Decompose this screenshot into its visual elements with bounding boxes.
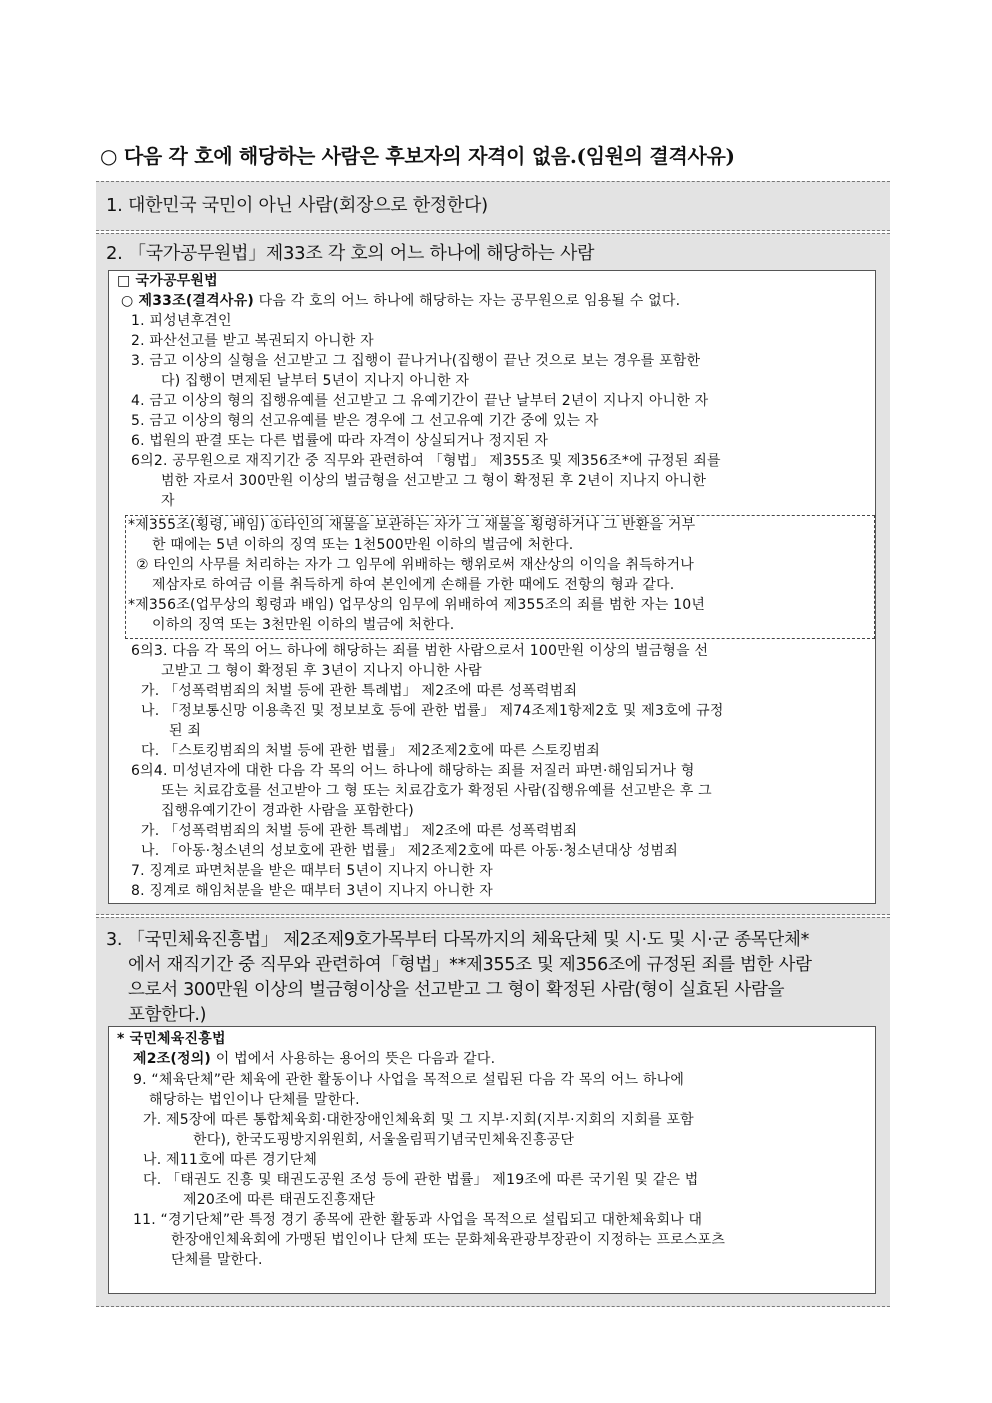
clause-line: 1. 피성년후견인 bbox=[131, 313, 232, 329]
clause-line: 다) 집행이 면제된 날부터 5년이 지나지 아니한 자 bbox=[161, 373, 470, 389]
clause-line: 해당하는 법인이나 단체를 말한다. bbox=[149, 1092, 360, 1108]
clause-line: 6의2. 공무원으로 재직기간 중 직무와 관련하여 「형법」 제355조 및 제356조*에 규정된 죄를 bbox=[131, 453, 721, 469]
clause-line: 6의3. 다음 각 목의 어느 하나에 해당하는 죄를 범한 사람으로서 100만원 이상의 벌금형을 선 bbox=[131, 643, 709, 659]
clause-line: 8. 징계로 해임처분을 받은 때부터 3년이 지나지 아니한 자 bbox=[131, 883, 493, 899]
note-line: 이하의 징역 또는 3천만원 이하의 벌금에 처한다. bbox=[152, 617, 455, 633]
criminal-code-note bbox=[125, 515, 875, 639]
clause-line: 나. 제11호에 따른 경기단체 bbox=[143, 1152, 318, 1168]
article-2 bbox=[133, 1050, 495, 1068]
clause-line: 한장애인체육회에 가맹된 법인이나 단체 또는 문화체육관광부장관이 지정하는 프로스포츠 bbox=[171, 1232, 726, 1248]
article-33 bbox=[121, 292, 680, 310]
clause-line: 6의4. 미성년자에 대한 다음 각 목의 어느 하나에 해당하는 죄를 저질러 파면·해임되거나 형 bbox=[131, 763, 695, 779]
law-name: * 국민체육진흥법 bbox=[117, 1031, 226, 1047]
clause-line: 4. 금고 이상의 형의 집행유예를 선고받고 그 유예기간이 끝난 날부터 2년이 지나지 아니한 자 bbox=[131, 393, 709, 409]
clause-line: 가. 「성폭력범죄의 처벌 등에 관한 특례법」 제2조에 따른 성폭력범죄 bbox=[141, 683, 578, 699]
note-line: 제삼자로 하여금 이를 취득하게 하여 본인에게 손해를 가한 때에도 전항의 형과 같다. bbox=[152, 577, 675, 593]
clause-line: 자 bbox=[161, 493, 175, 509]
item-1-text: 1. 대한민국 국민이 아닌 사람(회장으로 한정한다) bbox=[106, 195, 488, 216]
item-3-heading-line: 으로서 300만원 이상의 벌금형이상을 선고받고 그 형이 확정된 사람(형이 실효된 사람을 bbox=[128, 980, 785, 1000]
sports-law-box bbox=[108, 1026, 876, 1294]
clause-line: 다. 「스토킹범죄의 처벌 등에 관한 법률」 제2조제2호에 따른 스토킹범죄 bbox=[141, 743, 601, 759]
clause-line: 2. 파산선고를 받고 복권되지 아니한 자 bbox=[131, 333, 374, 349]
article-33-text: 다음 각 호의 어느 하나에 해당하는 자는 공무원으로 임용될 수 없다. bbox=[258, 293, 681, 309]
item-3-heading-line: 에서 재직기간 중 직무와 관련하여「형법」**제355조 및 제356조에 규정된 죄를 범한 사람 bbox=[128, 955, 812, 975]
note-line: 한 때에는 5년 이하의 징역 또는 1천500만원 이하의 벌금에 처한다. bbox=[152, 537, 574, 553]
article-2-text: 이 법에서 사용하는 용어의 뜻은 다음과 같다. bbox=[215, 1051, 496, 1067]
clause-line: 5. 금고 이상의 형의 선고유예를 받은 경우에 그 선고유예 기간 중에 있는 자 bbox=[131, 413, 599, 429]
article-33-title: ○ 제33조(결격사유) bbox=[121, 293, 254, 309]
clause-line: 11. “경기단체”란 특정 경기 종목에 관한 활동과 사업을 목적으로 설립되고 대한체육회나 대 bbox=[133, 1212, 703, 1228]
clause-line: 다. 「태권도 진흥 및 태권도공원 조성 등에 관한 법률」 제19조에 따른 국기원 및 같은 법 bbox=[143, 1172, 699, 1188]
page-title: ○ 다음 각 호에 해당하는 사람은 후보자의 자격이 없음.(임원의 결격사유) bbox=[100, 144, 735, 168]
item-2-panel bbox=[96, 233, 890, 915]
item-3-panel bbox=[96, 917, 890, 1307]
item-2-heading: 2. 「국가공무원법」제33조 각 호의 어느 하나에 해당하는 사람 bbox=[106, 243, 595, 264]
clause-line: 나. 「아동·청소년의 성보호에 관한 법률」 제2조제2호에 따른 아동·청소년대상 성범죄 bbox=[141, 843, 678, 859]
law-name: □ 국가공무원법 bbox=[117, 273, 218, 289]
law-excerpt-box bbox=[108, 270, 876, 904]
clause-line: 고받고 그 형이 확정된 후 3년이 지나지 아니한 사람 bbox=[161, 663, 482, 679]
clause-line: 집행유예기간이 경과한 사람을 포함한다) bbox=[161, 803, 414, 819]
item-1-panel bbox=[96, 181, 890, 231]
clause-line: 제20조에 따른 태권도진흥재단 bbox=[183, 1192, 376, 1208]
clause-line: 7. 징계로 파면처분을 받은 때부터 5년이 지나지 아니한 자 bbox=[131, 863, 493, 879]
clause-line: 한다), 한국도핑방지위원회, 서울올림픽기념국민체육진흥공단 bbox=[193, 1132, 575, 1148]
note-line: *제356조(업무상의 횡령과 배임) 업무상의 임무에 위배하여 제355조의 죄를 범한 자는 10년 bbox=[128, 597, 706, 613]
clause-line: 9. “체육단체”란 체육에 관한 활동이나 사업을 목적으로 설립된 다음 각 목의 어느 하나에 bbox=[133, 1072, 685, 1088]
clause-line: 가. 「성폭력범죄의 처벌 등에 관한 특례법」 제2조에 따른 성폭력범죄 bbox=[141, 823, 578, 839]
clause-line: 범한 자로서 300만원 이상의 벌금형을 선고받고 그 형이 확정된 후 2년이 지나지 아니한 bbox=[161, 473, 707, 489]
clause-line: 단체를 말한다. bbox=[171, 1252, 263, 1268]
clause-line: 3. 금고 이상의 실형을 선고받고 그 집행이 끝나거나(집행이 끝난 것으로 보는 경우를 포함한 bbox=[131, 353, 701, 369]
note-line: *제355조(횡령, 배임) ①타인의 재물을 보관하는 자가 그 재물을 횡령하거나 그 반환을 거부 bbox=[128, 517, 696, 533]
clause-line: 가. 제5장에 따른 통합체육회·대한장애인체육회 및 그 지부·지회(지부·지회의 지회를 포함 bbox=[143, 1112, 694, 1128]
article-2-title: 제2조(정의) bbox=[133, 1051, 212, 1067]
note-line: ② 타인의 사무를 처리하는 자가 그 임무에 위배하는 행위로써 재산상의 이익을 취득하거나 bbox=[136, 557, 694, 573]
clause-line: 나. 「정보통신망 이용촉진 및 정보보호 등에 관한 법률」 제74조제1항제2호 및 제3호에 규정 bbox=[141, 703, 724, 719]
item-3-heading-line: 3. 「국민체육진흥법」 제2조제9호가목부터 다목까지의 체육단체 및 시·도 및 시·군 종목단체* bbox=[106, 930, 810, 950]
clause-line: 6. 법원의 판결 또는 다른 법률에 따라 자격이 상실되거나 정지된 자 bbox=[131, 433, 549, 449]
clause-line: 또는 치료감호를 선고받아 그 형 또는 치료감호가 확정된 사람(집행유예를 선고받은 후 그 bbox=[161, 783, 712, 799]
item-3-heading-line: 포함한다.) bbox=[128, 1005, 207, 1025]
clause-line: 된 죄 bbox=[169, 723, 202, 739]
